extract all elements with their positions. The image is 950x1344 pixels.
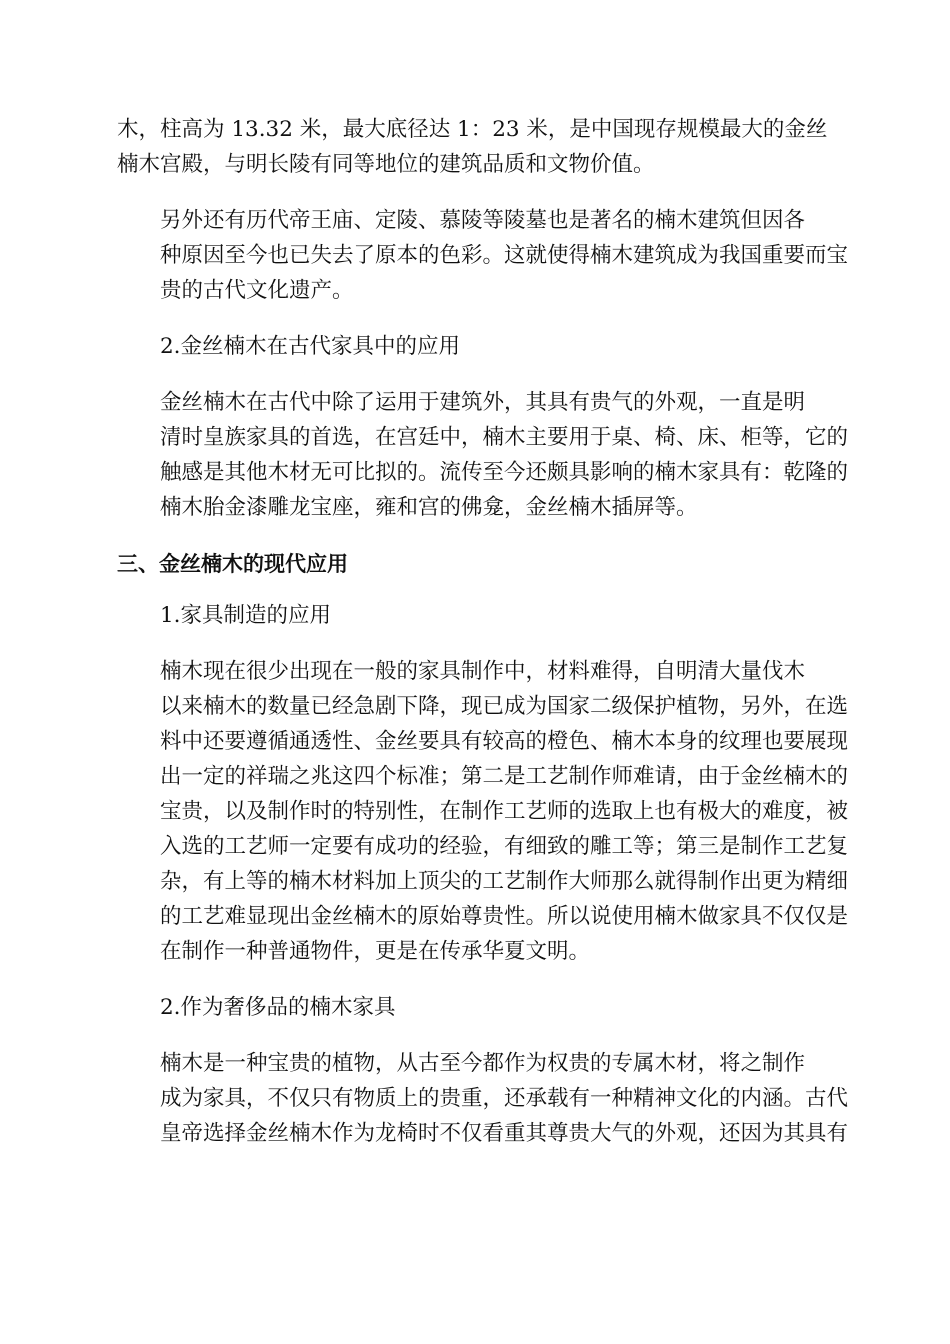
text-line: 清时皇族家具的首选，在宫廷中，楠木主要用于桌、椅、床、柜等，它的 bbox=[160, 425, 849, 450]
text-line: 出一定的祥瑞之兆这四个标准；第二是工艺制作师难请，由于金丝楠木的 bbox=[160, 764, 849, 789]
document-body bbox=[117, 112, 849, 1151]
text-line: 料中还要遵循通透性、金丝要具有较高的橙色、楠木本身的纹理也要展现 bbox=[160, 729, 849, 754]
text-line: 的工艺难显现出金丝楠木的原始尊贵性。所以说使用楠木做家具不仅仅是 bbox=[160, 904, 849, 929]
text-line: 杂，有上等的楠木材料加上顶尖的工艺制作大师那么就得制作出更为精细 bbox=[160, 869, 849, 894]
body-paragraph bbox=[117, 385, 849, 525]
subsection-title bbox=[117, 990, 831, 1025]
text-line: 三、金丝楠木的现代应用 bbox=[117, 552, 348, 576]
text-line: 2.金丝楠木在古代家具中的应用 bbox=[160, 334, 461, 359]
text-line: 入选的工艺师一定要有成功的经验，有细致的雕工等；第三是制作工艺复 bbox=[160, 834, 849, 859]
text-line: 宝贵，以及制作时的特别性，在制作工艺师的选取上也有极大的难度，被 bbox=[160, 799, 849, 824]
text-line: 皇帝选择金丝楠木作为龙椅时不仅看重其尊贵大气的外观，还因为其具有 bbox=[160, 1121, 849, 1146]
text-line: 楠木是一种宝贵的植物，从古至今都作为权贵的专属木材，将之制作 bbox=[160, 1051, 806, 1076]
text-line: 触感是其他木材无可比拟的。流传至今还颇具影响的楠木家具有：乾隆的 bbox=[160, 460, 849, 485]
text-line: 木，柱高为 13.32 米，最大底径达 1：23 米，是中国现存规模最大的金丝 bbox=[117, 117, 828, 142]
body-paragraph bbox=[117, 112, 831, 182]
body-paragraph bbox=[117, 654, 849, 969]
text-line: 以来楠木的数量已经急剧下降，现已成为国家二级保护植物，另外，在选 bbox=[160, 694, 849, 719]
section-heading bbox=[117, 546, 831, 582]
text-line: 楠木胎金漆雕龙宝座，雍和宫的佛龛，金丝楠木插屏等。 bbox=[160, 495, 698, 520]
text-line: 在制作一种普通物件，更是在传承华夏文明。 bbox=[160, 939, 591, 964]
text-line: 种原因至今也已失去了原本的色彩。这就使得楠木建筑成为我国重要而宝 bbox=[160, 243, 849, 268]
text-line: 另外还有历代帝王庙、定陵、慕陵等陵墓也是著名的楠木建筑但因各 bbox=[160, 208, 806, 233]
text-line: 贵的古代文化遗产。 bbox=[160, 278, 354, 303]
text-line: 金丝楠木在古代中除了运用于建筑外，其具有贵气的外观，一直是明 bbox=[160, 390, 806, 415]
text-line: 楠木宫殿，与明长陵有同等地位的建筑品质和文物价值。 bbox=[117, 152, 655, 177]
subsection-title bbox=[117, 598, 831, 633]
subsection-title bbox=[117, 329, 831, 364]
body-paragraph bbox=[117, 1046, 849, 1151]
document-page bbox=[117, 112, 849, 1172]
text-line: 成为家具，不仅只有物质上的贵重，还承载有一种精神文化的内涵。古代 bbox=[160, 1086, 849, 1111]
text-line: 1.家具制造的应用 bbox=[160, 603, 332, 628]
text-line: 楠木现在很少出现在一般的家具制作中，材料难得，自明清大量伐木 bbox=[160, 659, 806, 684]
body-paragraph bbox=[117, 203, 849, 308]
text-line: 2.作为奢侈品的楠木家具 bbox=[160, 995, 396, 1020]
